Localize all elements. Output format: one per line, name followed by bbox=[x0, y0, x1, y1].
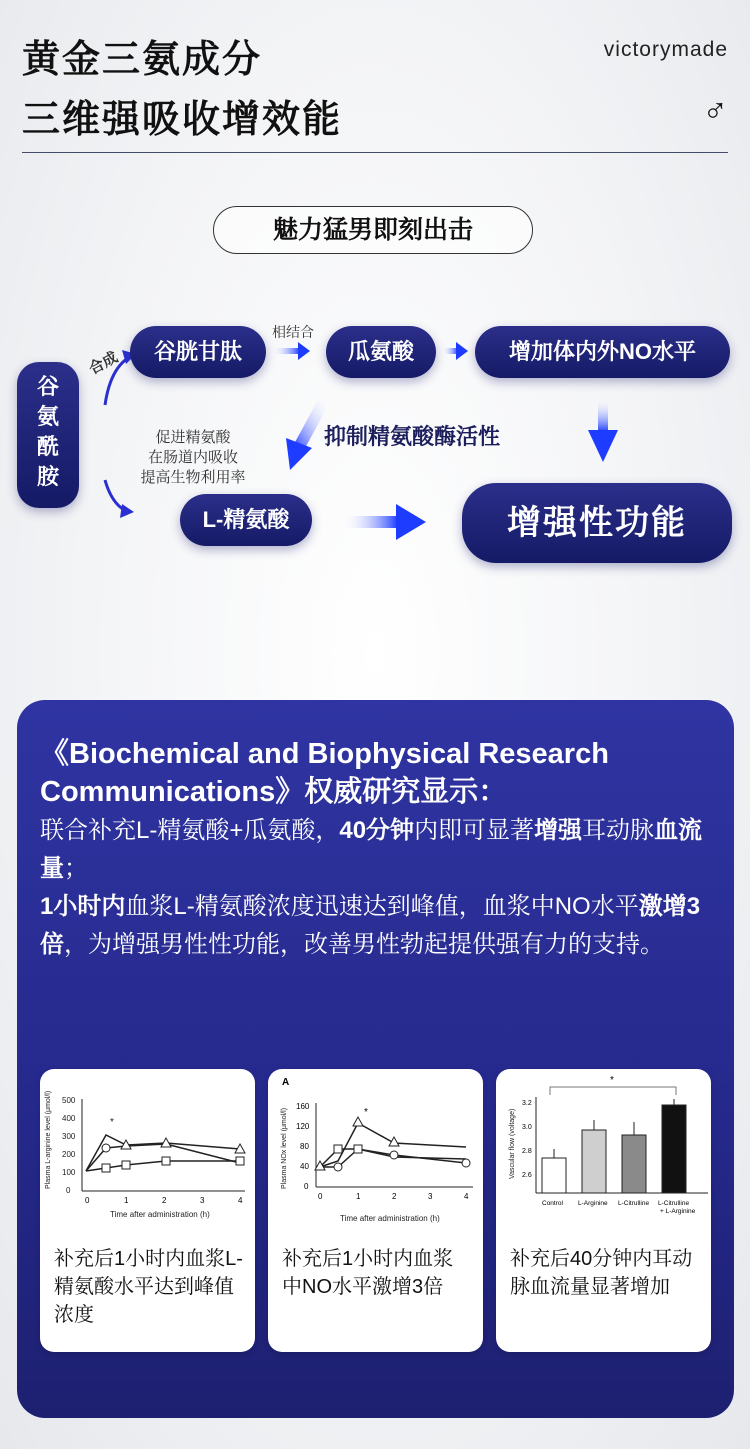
figure-1-chart bbox=[40, 1069, 255, 1229]
fig1-point bbox=[162, 1157, 170, 1165]
figure-2-caption: 补充后1小时内血浆中NO水平激增3倍 bbox=[282, 1248, 454, 1298]
source-node-glutamine bbox=[17, 362, 79, 508]
figure-2-chart bbox=[268, 1069, 483, 1229]
text-run: ，为增强男性性功能，改善男性勃起提供强有力的支持。 bbox=[64, 931, 664, 958]
fig2-xtick: 0 bbox=[318, 1192, 323, 1201]
fig1-ytick: 300 bbox=[62, 1132, 76, 1141]
fig2-panel: A bbox=[282, 1077, 290, 1088]
text-run: 血浆L-精氨酸浓度迅速达到峰值，血浆中NO水平 bbox=[125, 893, 639, 920]
fig2-point bbox=[354, 1145, 362, 1153]
figure-no-plasma bbox=[268, 1069, 483, 1352]
source-char: 酰 bbox=[36, 434, 59, 459]
fig2-ytick: 80 bbox=[300, 1142, 309, 1151]
fig2-xtick: 3 bbox=[428, 1192, 433, 1201]
header-divider bbox=[22, 152, 728, 153]
figure-3-caption: 补充后40分钟内耳动脉血流量显著增加 bbox=[510, 1248, 693, 1298]
fig1-ytick: 0 bbox=[66, 1186, 71, 1195]
fig3-ylabel: Vascular flow (voltage) bbox=[509, 1108, 516, 1179]
fig1-xtick: 0 bbox=[85, 1196, 90, 1205]
fig1-star: * bbox=[110, 1117, 114, 1128]
fig2-point bbox=[353, 1117, 363, 1126]
fig1-point bbox=[102, 1144, 110, 1152]
fig2-point bbox=[462, 1159, 470, 1167]
fig1-xtick: 1 bbox=[124, 1196, 129, 1205]
fig2-ylabel: Plasma NOx level (μmol/l) bbox=[281, 1107, 288, 1189]
fig1-xtick: 2 bbox=[162, 1196, 167, 1205]
node-no-level: 增加体内外NO水平 bbox=[475, 326, 730, 378]
absorb-line: 提高生物利用率 bbox=[140, 469, 246, 486]
absorb-line: 促进精氨酸 bbox=[155, 429, 231, 446]
fig3-category: L-Citrulline bbox=[658, 1200, 690, 1207]
fig3-category: L-Arginine bbox=[578, 1200, 608, 1207]
text-run: 联合补充L-精氨酸+瓜氨酸， bbox=[40, 817, 340, 844]
fig1-point bbox=[236, 1157, 244, 1165]
fig3-sig-bracket bbox=[550, 1087, 676, 1095]
fig3-ytick: 3.2 bbox=[522, 1100, 532, 1107]
fig1-ytick: 100 bbox=[62, 1168, 76, 1177]
node-arginine: L-精氨酸 bbox=[180, 494, 312, 546]
node-glutathione: 谷胱甘肽 bbox=[130, 326, 266, 378]
source-char: 谷 bbox=[36, 374, 59, 399]
inhibit-label: 抑制精氨酸酶活性 bbox=[324, 424, 501, 449]
brand-logo: victorymade bbox=[603, 38, 728, 61]
research-paragraph-2 bbox=[40, 888, 710, 964]
fig1-xtick: 3 bbox=[200, 1196, 205, 1205]
node-citrulline: 瓜氨酸 bbox=[326, 326, 436, 378]
fig2-point bbox=[334, 1163, 342, 1171]
figure-vascular-flow bbox=[496, 1069, 711, 1352]
fig3-ytick: 2.8 bbox=[522, 1148, 532, 1155]
fig1-point bbox=[122, 1161, 130, 1169]
text-run: 内即可显著 bbox=[414, 817, 535, 844]
absorb-line: 在肠道内吸收 bbox=[147, 449, 238, 466]
male-symbol-icon: ♂ bbox=[702, 92, 728, 130]
fig1-ylabel: Plasma L-arginine level (μmol/l) bbox=[45, 1090, 52, 1189]
text-run-bold: 增强 bbox=[534, 817, 583, 844]
page-title-line2: 三维强吸收增效能 bbox=[22, 99, 343, 141]
fig1-ytick: 200 bbox=[62, 1150, 76, 1159]
fig3-category: Control bbox=[542, 1200, 563, 1207]
text-run-bold: 血流量 bbox=[40, 817, 703, 882]
fig3-bar-citrulline bbox=[622, 1135, 646, 1193]
fig1-xlabel: Time after administration (h) bbox=[110, 1210, 210, 1219]
fig2-xtick: 1 bbox=[356, 1192, 361, 1201]
fig2-ytick: 0 bbox=[304, 1182, 309, 1191]
fig2-ytick: 40 bbox=[300, 1162, 309, 1171]
fig2-xtick: 4 bbox=[464, 1192, 469, 1201]
research-paragraph-1 bbox=[40, 812, 710, 888]
fig1-point bbox=[102, 1164, 110, 1172]
research-title-line1: 《Biochemical and Biophysical Research bbox=[40, 738, 609, 770]
fig3-bar-control bbox=[542, 1158, 566, 1193]
source-char: 胺 bbox=[36, 464, 59, 489]
text-run-bold: 40分钟 bbox=[339, 817, 415, 844]
text-run-bold: 激增3倍 bbox=[40, 893, 701, 958]
synth-label: 合成 bbox=[86, 348, 121, 378]
figure-3-chart bbox=[496, 1069, 711, 1229]
fig1-ytick: 500 bbox=[62, 1096, 76, 1105]
fig3-ytick: 2.6 bbox=[522, 1172, 532, 1179]
text-run-bold: 1小时内 bbox=[40, 893, 126, 920]
fig2-star: * bbox=[364, 1107, 368, 1118]
text-run: 耳动脉 bbox=[582, 817, 655, 844]
page-title-line1: 黄金三氨成分 bbox=[22, 39, 263, 81]
fig2-xtick: 2 bbox=[392, 1192, 397, 1201]
fig1-xtick: 4 bbox=[238, 1196, 243, 1205]
figure-arginine-plasma bbox=[40, 1069, 255, 1352]
fig2-point bbox=[390, 1151, 398, 1159]
fig3-category: + L-Arginine bbox=[660, 1208, 696, 1215]
fig2-ytick: 120 bbox=[296, 1122, 310, 1131]
diagram-heading: 魅力猛男即刻出击 bbox=[213, 206, 533, 254]
fig1-ytick: 400 bbox=[62, 1114, 76, 1123]
node-result: 增强性功能 bbox=[462, 483, 732, 563]
text-run: ； bbox=[64, 855, 88, 882]
research-title-line2: Communications》权威研究显示： bbox=[40, 776, 508, 808]
research-body bbox=[40, 812, 710, 964]
fig3-category: L-Citrulline bbox=[618, 1200, 650, 1207]
research-title bbox=[40, 735, 710, 811]
fig2-point bbox=[334, 1145, 342, 1153]
fig2-xlabel: Time after administration (h) bbox=[340, 1214, 440, 1223]
fig3-bar-arginine bbox=[582, 1130, 606, 1193]
fig2-ytick: 160 bbox=[296, 1102, 310, 1111]
fig3-ytick: 3.0 bbox=[522, 1124, 532, 1131]
fig3-bar-combo bbox=[662, 1105, 686, 1193]
fig3-star: * bbox=[610, 1075, 614, 1086]
source-char: 氨 bbox=[36, 404, 59, 429]
absorb-note bbox=[118, 428, 268, 488]
combine-label: 相结合 bbox=[272, 324, 314, 340]
figure-1-caption: 补充后1小时内血浆L-精氨酸水平达到峰值浓度 bbox=[54, 1248, 243, 1326]
